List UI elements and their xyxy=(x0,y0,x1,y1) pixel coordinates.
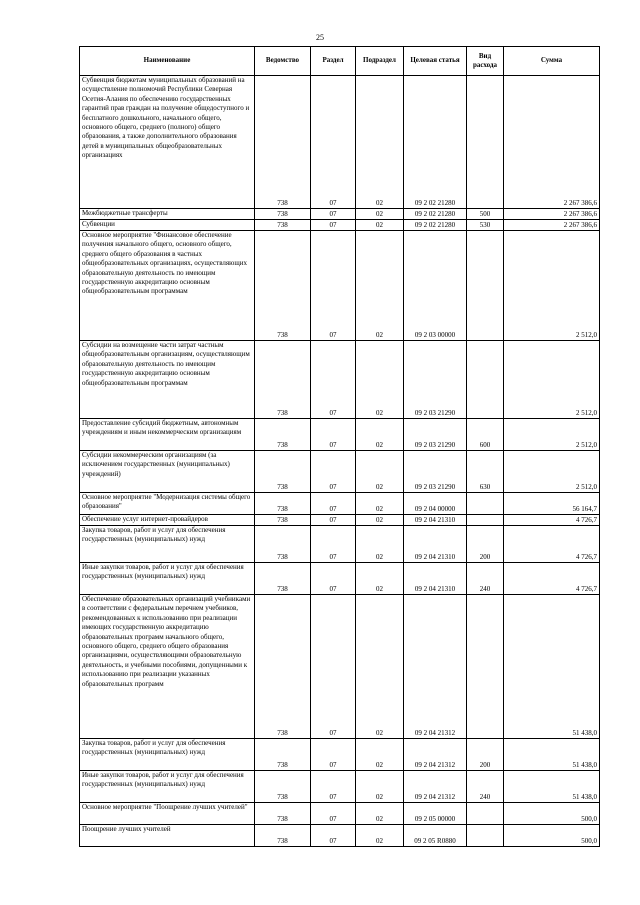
row-name-cell xyxy=(80,739,255,771)
row-podrazdel: 02 xyxy=(356,341,404,419)
row-vedomstvo: 738 xyxy=(255,209,311,220)
row-vedomstvo: 738 xyxy=(255,595,311,739)
row-podrazdel: 02 xyxy=(356,451,404,493)
row-razdel: 07 xyxy=(311,451,356,493)
row-razdel: 07 xyxy=(311,515,356,526)
row-name-cell xyxy=(80,209,255,220)
row-vid xyxy=(467,493,504,515)
row-razdel: 07 xyxy=(311,563,356,595)
row-podrazdel: 02 xyxy=(356,419,404,451)
table-row xyxy=(80,209,600,220)
row-name-cell xyxy=(80,220,255,231)
row-summa: 4 726,7 xyxy=(504,515,600,526)
row-podrazdel: 02 xyxy=(356,220,404,231)
row-name: Поощрение лучших учителей xyxy=(82,825,171,833)
row-razdel: 07 xyxy=(311,231,356,341)
row-vid xyxy=(467,803,504,825)
row-statya: 09 2 04 21310 xyxy=(404,526,467,563)
row-name: Субсидии на возмещение части затрат частным общеобразовательным организациям, осуществляющим образовательную деятельность по имеющим государственную аккредитацию основным общеобразовательным программам xyxy=(82,341,250,387)
table-row xyxy=(80,563,600,595)
row-name-cell xyxy=(80,595,255,739)
row-vedomstvo: 738 xyxy=(255,76,311,209)
row-statya: 09 2 04 21312 xyxy=(404,739,467,771)
row-statya: 09 2 03 21290 xyxy=(404,341,467,419)
row-name-cell xyxy=(80,76,255,209)
row-podrazdel: 02 xyxy=(356,825,404,847)
row-vedomstvo: 738 xyxy=(255,803,311,825)
row-podrazdel: 02 xyxy=(356,771,404,803)
row-razdel: 07 xyxy=(311,526,356,563)
row-summa: 4 726,7 xyxy=(504,563,600,595)
row-summa: 2 267 386,6 xyxy=(504,76,600,209)
budget-table xyxy=(79,46,600,847)
row-podrazdel: 02 xyxy=(356,493,404,515)
row-razdel: 07 xyxy=(311,771,356,803)
row-statya: 09 2 05 00000 xyxy=(404,803,467,825)
table-row xyxy=(80,526,600,563)
row-statya: 09 2 04 21310 xyxy=(404,515,467,526)
row-statya: 09 2 03 21290 xyxy=(404,451,467,493)
row-name: Закупка товаров, работ и услуг для обеспечения государственных (муниципальных) нужд xyxy=(82,739,226,757)
row-name-cell xyxy=(80,563,255,595)
row-vid xyxy=(467,595,504,739)
row-name-cell xyxy=(80,451,255,493)
row-summa: 4 726,7 xyxy=(504,526,600,563)
column-header-vedomstvo: Ведомство xyxy=(255,47,311,76)
row-podrazdel: 02 xyxy=(356,231,404,341)
row-name-cell xyxy=(80,771,255,803)
row-name-cell xyxy=(80,526,255,563)
row-podrazdel: 02 xyxy=(356,739,404,771)
column-header-summa: Сумма xyxy=(504,47,600,76)
table-row xyxy=(80,515,600,526)
row-razdel: 07 xyxy=(311,419,356,451)
row-razdel: 07 xyxy=(311,803,356,825)
row-razdel: 07 xyxy=(311,825,356,847)
row-razdel: 07 xyxy=(311,341,356,419)
table-row xyxy=(80,341,600,419)
row-name-cell xyxy=(80,803,255,825)
row-summa: 2 512,0 xyxy=(504,341,600,419)
row-summa: 51 438,0 xyxy=(504,771,600,803)
row-summa: 2 267 386,6 xyxy=(504,220,600,231)
row-statya: 09 2 03 21290 xyxy=(404,419,467,451)
row-name: Обеспечение образовательных организаций учебниками в соответствии с федеральным перечнем учебников, рекомендованных к использованию при реализации имеющих государственную аккредитацию образовательных программ начального общего, основного общего, среднего общего образования организациями, осуществляющими образовательную деятельность, и учебными пособиями, допущенными к использованию при реализации указанных образовательных программ xyxy=(82,595,251,688)
row-razdel: 07 xyxy=(311,220,356,231)
row-name: Основное мероприятие "Поощрение лучших учителей" xyxy=(82,803,248,811)
table-row xyxy=(80,76,600,209)
row-name: Межбюджетные трансферты xyxy=(82,209,168,217)
row-vedomstvo: 738 xyxy=(255,419,311,451)
row-vid: 630 xyxy=(467,451,504,493)
row-podrazdel: 02 xyxy=(356,209,404,220)
row-summa: 2 512,0 xyxy=(504,231,600,341)
row-vid: 240 xyxy=(467,771,504,803)
row-vid xyxy=(467,76,504,209)
table-row xyxy=(80,825,600,847)
column-header-vid: Вид расхода xyxy=(467,47,504,76)
row-vid: 200 xyxy=(467,526,504,563)
page-number: 25 xyxy=(316,33,324,42)
row-name: Закупка товаров, работ и услуг для обеспечения государственных (муниципальных) нужд xyxy=(82,526,226,544)
row-razdel: 07 xyxy=(311,739,356,771)
row-statya: 09 2 04 21312 xyxy=(404,595,467,739)
row-podrazdel: 02 xyxy=(356,76,404,209)
row-vid xyxy=(467,341,504,419)
row-name-cell xyxy=(80,825,255,847)
row-vedomstvo: 738 xyxy=(255,739,311,771)
row-vedomstvo: 738 xyxy=(255,526,311,563)
row-name: Предоставление субсидий бюджетным, автономным учреждениям и иным некоммерческим организациям xyxy=(82,419,242,437)
table-row xyxy=(80,739,600,771)
row-vedomstvo: 738 xyxy=(255,825,311,847)
row-razdel: 07 xyxy=(311,76,356,209)
row-podrazdel: 02 xyxy=(356,803,404,825)
table-row xyxy=(80,451,600,493)
row-name: Субсидии некоммерческим организациям (за исключением государственных (муниципальных) учреждений) xyxy=(82,451,230,478)
row-name: Основное мероприятие "Модернизация системы общего образования" xyxy=(82,493,251,511)
row-vedomstvo: 738 xyxy=(255,493,311,515)
row-summa: 2 267 386,6 xyxy=(504,209,600,220)
row-vid: 600 xyxy=(467,419,504,451)
column-header-name: Наименование xyxy=(80,47,255,76)
row-statya: 09 2 04 21310 xyxy=(404,563,467,595)
row-statya: 09 2 03 00000 xyxy=(404,231,467,341)
row-razdel: 07 xyxy=(311,493,356,515)
row-vid: 500 xyxy=(467,209,504,220)
table-row xyxy=(80,231,600,341)
row-name-cell xyxy=(80,419,255,451)
table-row xyxy=(80,771,600,803)
row-name-cell xyxy=(80,341,255,419)
row-summa: 56 164,7 xyxy=(504,493,600,515)
row-statya: 09 2 04 21312 xyxy=(404,771,467,803)
row-vid: 530 xyxy=(467,220,504,231)
column-header-podrazdel: Подраздел xyxy=(356,47,404,76)
row-summa: 2 512,0 xyxy=(504,419,600,451)
row-name-cell xyxy=(80,231,255,341)
table-row xyxy=(80,220,600,231)
row-statya: 09 2 02 21280 xyxy=(404,76,467,209)
row-statya: 09 2 02 21280 xyxy=(404,220,467,231)
row-podrazdel: 02 xyxy=(356,526,404,563)
row-name: Субвенция бюджетам муниципальных образований на осуществление полномочий Республики Северная Осетия-Алания по обеспечению государственных гарантий прав граждан на получение общедоступного и бесплатного дошкольного, начального общего, основного общего, среднего (полного) общего образования, а также дополнительного образования детей в муниципальных общеобразовательных организациях xyxy=(82,76,250,160)
row-vid xyxy=(467,825,504,847)
row-summa: 51 438,0 xyxy=(504,739,600,771)
row-vedomstvo: 738 xyxy=(255,563,311,595)
row-vedomstvo: 738 xyxy=(255,341,311,419)
row-vedomstvo: 738 xyxy=(255,451,311,493)
row-vid: 200 xyxy=(467,739,504,771)
row-name: Иные закупки товаров, работ и услуг для обеспечения государственных (муниципальных) нужд xyxy=(82,771,244,789)
row-vedomstvo: 738 xyxy=(255,771,311,803)
row-name-cell xyxy=(80,515,255,526)
table-header-row xyxy=(80,47,600,76)
row-name: Иные закупки товаров, работ и услуг для обеспечения государственных (муниципальных) нужд xyxy=(82,563,244,581)
row-summa: 2 512,0 xyxy=(504,451,600,493)
row-name-cell xyxy=(80,493,255,515)
row-vedomstvo: 738 xyxy=(255,231,311,341)
row-summa: 500,0 xyxy=(504,803,600,825)
row-summa: 51 438,0 xyxy=(504,595,600,739)
row-name: Субвенции xyxy=(82,220,115,228)
row-vid: 240 xyxy=(467,563,504,595)
row-podrazdel: 02 xyxy=(356,563,404,595)
row-vedomstvo: 738 xyxy=(255,515,311,526)
row-statya: 09 2 04 00000 xyxy=(404,493,467,515)
table-row xyxy=(80,595,600,739)
table-row xyxy=(80,803,600,825)
column-header-statya: Целевая статья xyxy=(404,47,467,76)
row-summa: 500,0 xyxy=(504,825,600,847)
column-header-razdel: Раздел xyxy=(311,47,356,76)
row-name: Основное мероприятие "Финансовое обеспечение получения начального общего, основного общего, среднего общего образования в частных общеобразовательных организациях, осуществляющих образовательную деятельность по имеющим государственную аккредитацию основным общеобразовательным программам xyxy=(82,231,248,296)
row-vid xyxy=(467,515,504,526)
row-statya: 09 2 02 21280 xyxy=(404,209,467,220)
row-vedomstvo: 738 xyxy=(255,220,311,231)
table-row xyxy=(80,493,600,515)
row-statya: 09 2 05 R0880 xyxy=(404,825,467,847)
row-vid xyxy=(467,231,504,341)
row-podrazdel: 02 xyxy=(356,515,404,526)
row-razdel: 07 xyxy=(311,209,356,220)
table-row xyxy=(80,419,600,451)
row-podrazdel: 02 xyxy=(356,595,404,739)
row-razdel: 07 xyxy=(311,595,356,739)
row-name: Обеспечение услуг интернет-провайдеров xyxy=(82,515,208,523)
